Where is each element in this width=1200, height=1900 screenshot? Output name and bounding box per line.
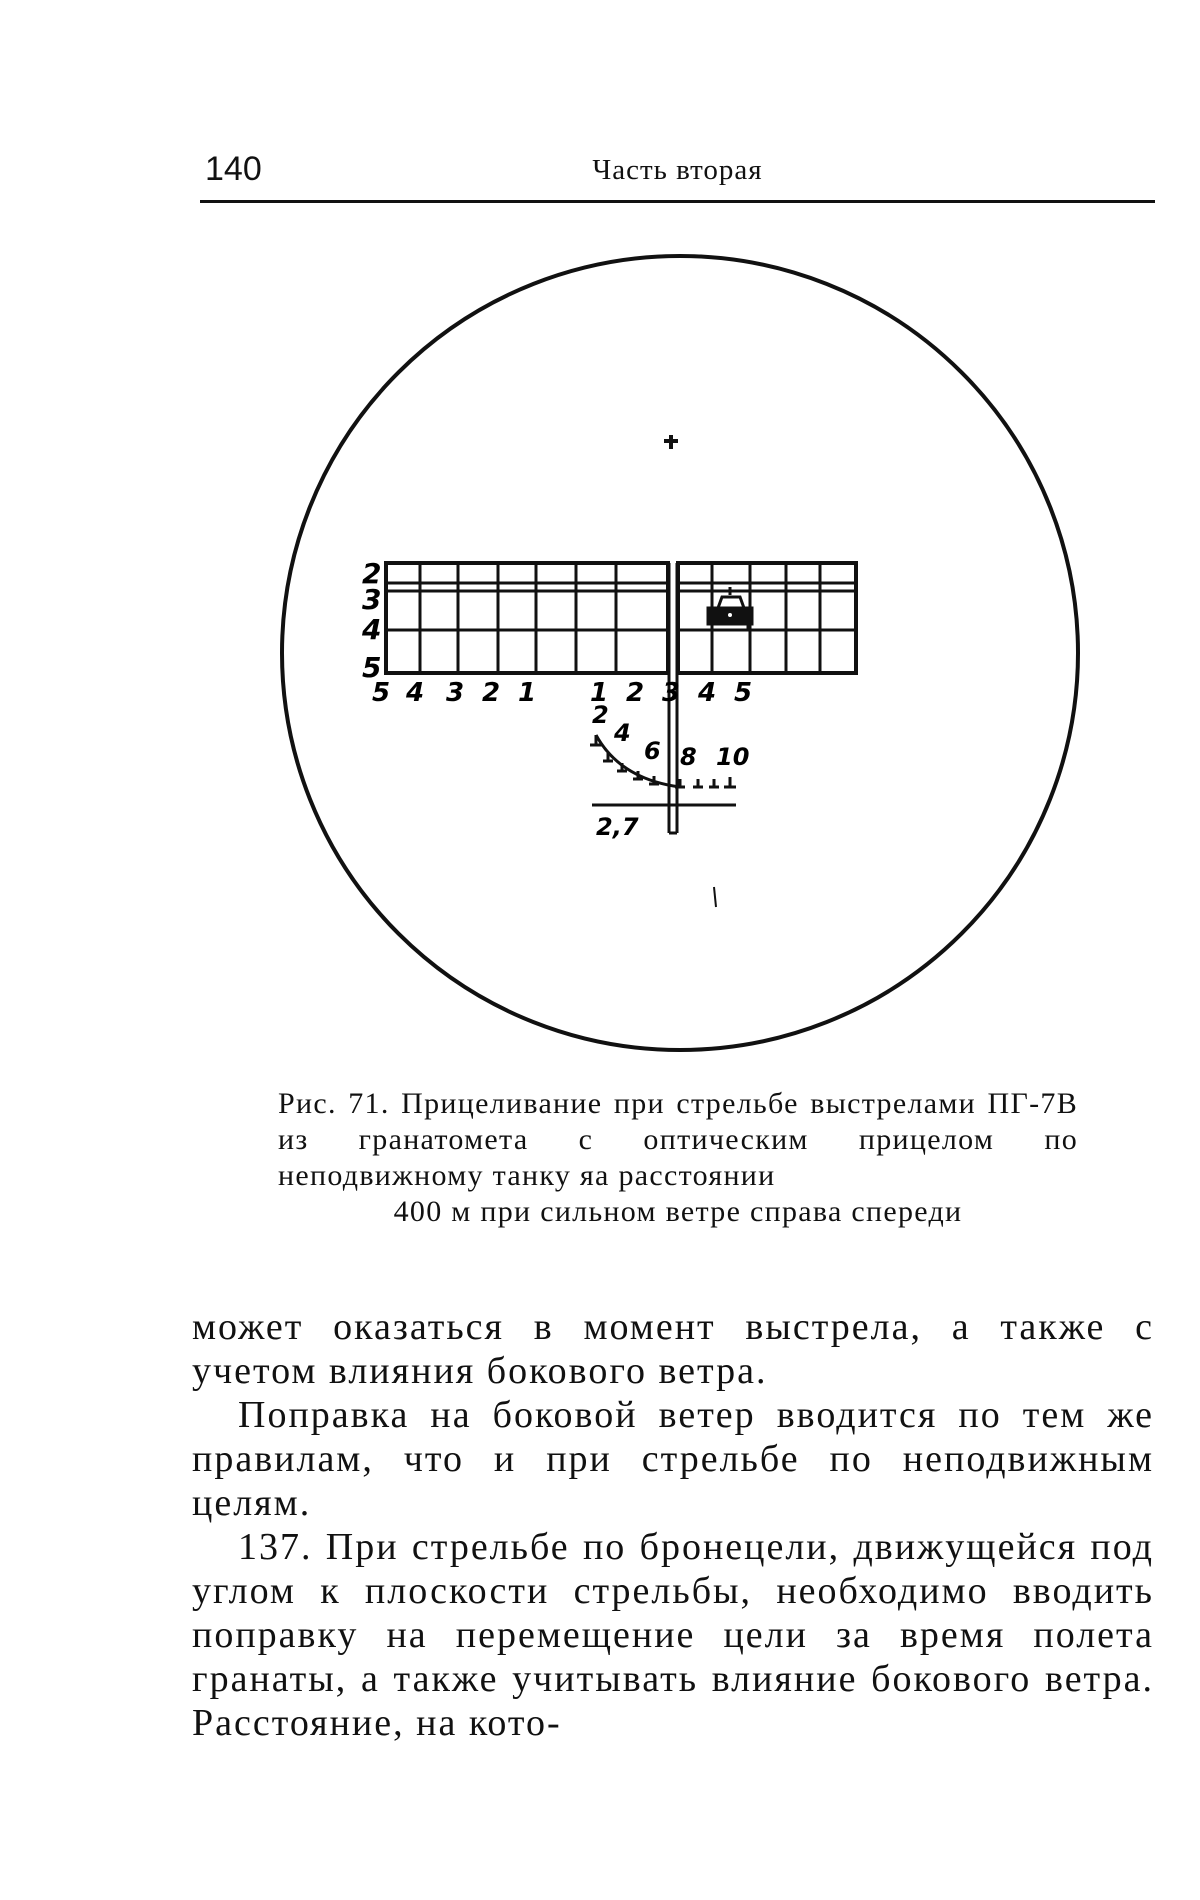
left-scale-label: 3 xyxy=(446,678,465,708)
caption-text: Рис. 71. Прицеливание при стрельбе выстрелами ПГ-7В из гранатомета с оптическим прицелом по неподвижному танку яа расстоянии xyxy=(278,1087,1078,1192)
page-header xyxy=(200,150,1155,203)
range-scale-arc xyxy=(590,735,736,787)
paragraph-wind-correction: Поправка на боковой ветер вводится по тем же правилам, что и при стрельбе по неподвижным целям. xyxy=(192,1394,1154,1524)
left-scale-label: 1 xyxy=(518,678,537,708)
left-grid xyxy=(386,563,668,673)
sight-reticle-figure xyxy=(260,235,1090,1065)
stray-mark xyxy=(714,887,716,907)
range-scale-label: 6 xyxy=(644,737,661,765)
body-text xyxy=(192,1305,1154,1745)
left-scale-label: 2 xyxy=(482,678,501,708)
right-scale-label: 2 xyxy=(626,678,645,708)
right-grid xyxy=(678,563,856,673)
aiming-cross-mark xyxy=(664,435,678,449)
vertical-scale-label: 2 xyxy=(362,557,382,590)
right-scale-label: 3 xyxy=(662,678,681,708)
right-scale-label: 1 xyxy=(590,678,609,708)
paragraph-137: 137. При стрельбе по бронецели, движущейся под углом к плоскости стрельбы, необходимо вводить поправку на перемещение цели за время полета гранаты, а также учитывать влияние бокового ветра. Расстояние, на кото- xyxy=(192,1526,1154,1744)
range-scale-label: 8 xyxy=(680,743,697,771)
range-scale-label: 10 xyxy=(716,743,750,771)
left-scale-label: 4 xyxy=(406,678,425,708)
page-number: 140 xyxy=(205,150,262,188)
right-scale-label: 4 xyxy=(698,678,717,708)
paragraph-continuation: может оказаться в момент выстрела, а также с учетом влияния бокового ветра. xyxy=(192,1306,1154,1392)
tank-target-icon xyxy=(708,587,752,630)
right-scale-label: 5 xyxy=(734,678,753,708)
running-title: Часть вторая xyxy=(592,154,763,186)
range-scale-label: 4 xyxy=(614,719,631,747)
reticle-svg xyxy=(260,235,1090,1065)
left-scale-label: 5 xyxy=(372,678,391,708)
range-scale-label: 2 xyxy=(592,701,609,729)
caption-last-line: 400 м при сильном ветре справа спереди xyxy=(393,1195,963,1228)
figure-caption xyxy=(278,1086,1078,1230)
vertical-scale-label: 3 xyxy=(362,583,382,616)
vertical-scale-label: 4 xyxy=(362,613,382,646)
vertical-scale-label: 5 xyxy=(362,651,382,684)
lead-value-label: 2,7 xyxy=(596,813,639,841)
